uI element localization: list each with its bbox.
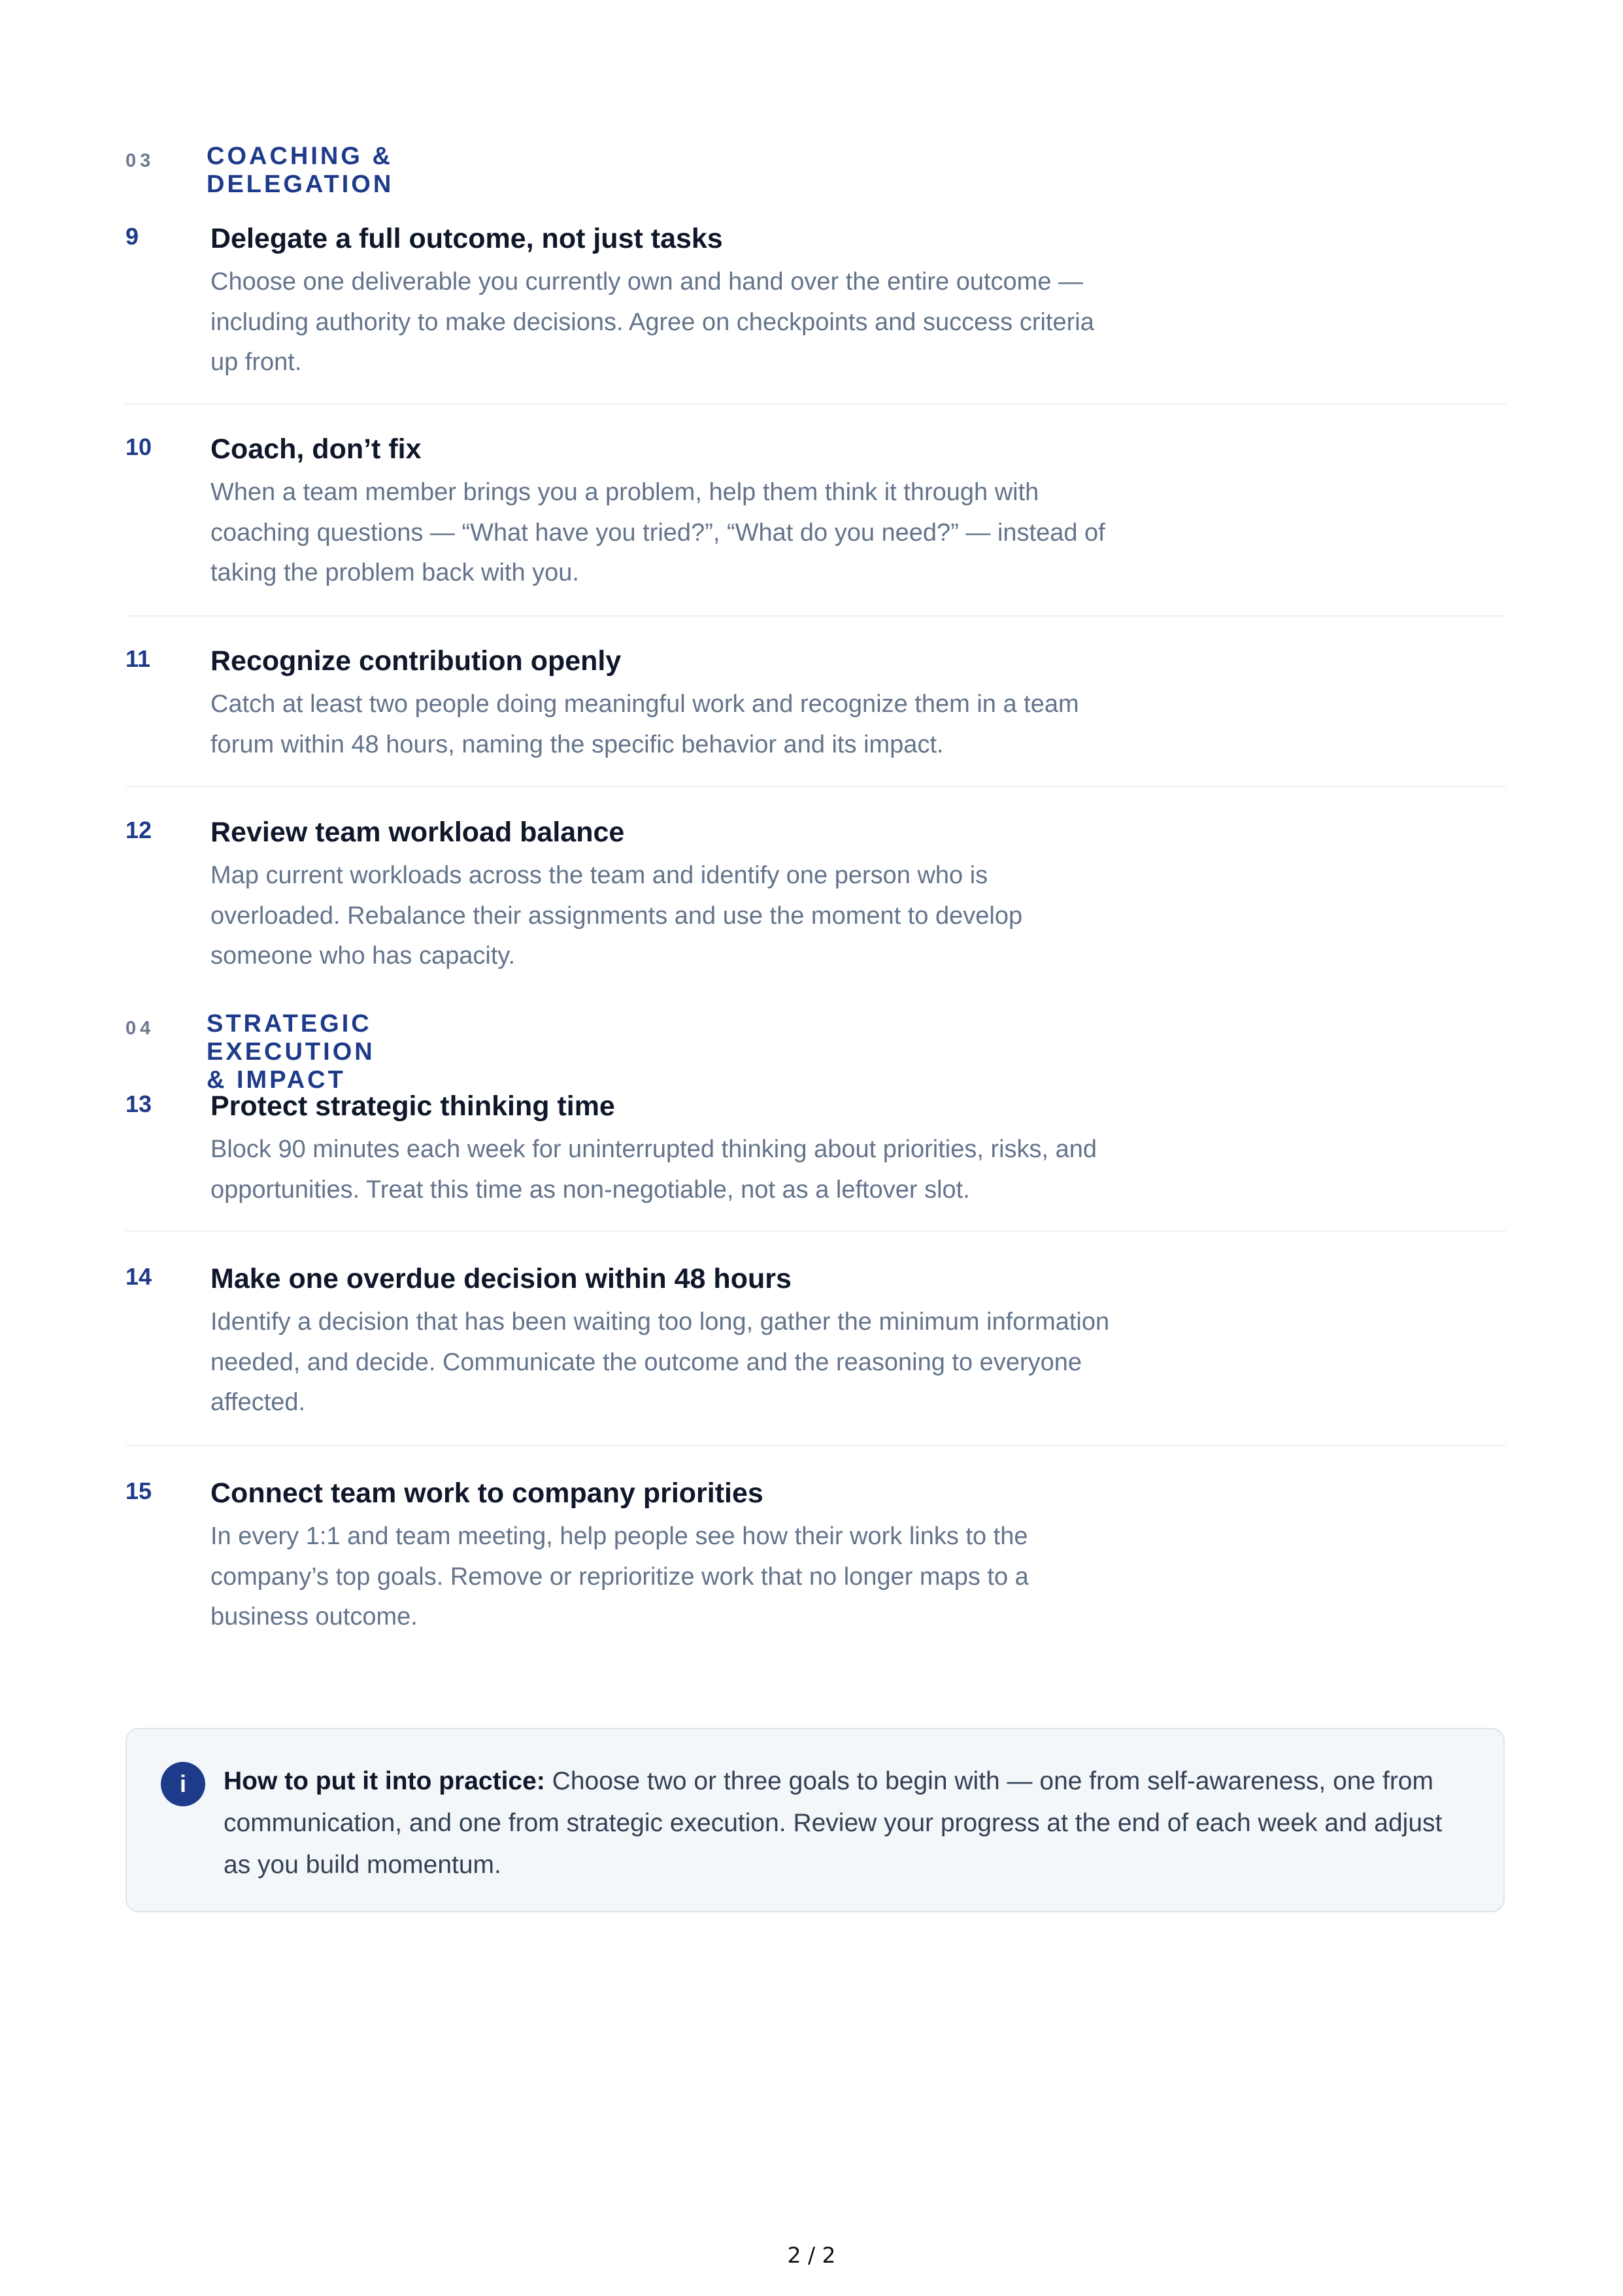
item-description xyxy=(210,684,1178,765)
section-number: 03 xyxy=(125,150,155,171)
description-line: needed, and decide. Communicate the outcome and the reasoning to everyone xyxy=(210,1348,1082,1376)
description-line: overloaded. Rebalance their assignments and use the moment to develop xyxy=(210,902,1023,930)
description-line: Identify a decision that has been waiting too long, gather the minimum information xyxy=(210,1308,1110,1336)
item-number: 11 xyxy=(125,645,151,672)
description-line: Catch at least two people doing meaningful work and recognize them in a team xyxy=(210,690,1079,718)
list-item xyxy=(125,223,1506,405)
item-description xyxy=(210,1302,1178,1423)
item-number: 15 xyxy=(125,1477,152,1504)
description-line: company’s top goals. Remove or reprioritize work that no longer maps to a xyxy=(210,1562,1029,1591)
description-line: someone who has capacity. xyxy=(210,942,516,970)
info-icon: i xyxy=(161,1762,205,1806)
description-line: including authority to make decisions. Agree on checkpoints and success criteria xyxy=(210,308,1094,336)
callout-line: as you build momentum. xyxy=(224,1851,501,1879)
item-description xyxy=(210,473,1178,594)
description-line: Map current workloads across the team and identify one person who is xyxy=(210,862,988,889)
description-line: Choose one deliverable you currently own and hand over the entire outcome — xyxy=(210,268,1084,295)
description-line: forum within 48 hours, naming the specific behavior and its impact. xyxy=(210,730,944,758)
list-item xyxy=(125,1090,1506,1232)
section-title: STRATEGIC EXECUTION & IMPACT xyxy=(207,1010,375,1094)
item-title: Coach, don’t fix xyxy=(210,433,422,465)
description-line: opportunities. Treat this time as non-negotiable, not as a leftover slot. xyxy=(210,1175,970,1204)
section-title: COACHING & DELEGATION xyxy=(207,143,394,198)
item-number: 10 xyxy=(125,433,152,460)
list-item xyxy=(125,817,1506,973)
description-line: In every 1:1 and team meeting, help people see how their work links to the xyxy=(210,1523,1028,1550)
item-description xyxy=(210,856,1178,977)
item-title: Make one overdue decision within 48 hours xyxy=(210,1263,792,1294)
page-number: 2 / 2 xyxy=(787,2242,836,2268)
callout-lead: How to put it into practice: xyxy=(224,1767,545,1795)
callout-line: communication, and one from strategic execution. Review your progress at the end of each week and adjust xyxy=(224,1809,1443,1837)
item-number: 14 xyxy=(125,1263,152,1290)
item-number: 13 xyxy=(125,1090,152,1117)
description-line: Block 90 minutes each week for uninterrupted thinking about priorities, risks, and xyxy=(210,1136,1097,1163)
item-title: Review team workload balance xyxy=(210,817,625,848)
description-line: affected. xyxy=(210,1389,306,1416)
description-line: taking the problem back with you. xyxy=(210,559,579,586)
callout-line xyxy=(224,1761,1479,1802)
item-description xyxy=(210,1130,1178,1210)
list-item xyxy=(125,645,1506,787)
practice-callout xyxy=(125,1728,1505,1912)
item-title: Protect strategic thinking time xyxy=(210,1090,615,1122)
item-description xyxy=(210,1517,1178,1638)
section-number: 04 xyxy=(125,1018,155,1039)
callout-text xyxy=(224,1761,1479,1886)
item-title: Connect team work to company priorities xyxy=(210,1477,763,1509)
list-item xyxy=(125,1263,1506,1446)
list-item xyxy=(125,1477,1506,1634)
item-description xyxy=(210,262,1178,383)
description-line: coaching questions — “What have you tried?”, “What do you need?” — instead of xyxy=(210,518,1105,547)
callout-line-text: Choose two or three goals to begin with — one from self-awareness, one from xyxy=(544,1767,1433,1795)
item-number: 12 xyxy=(125,817,152,843)
list-item xyxy=(125,433,1506,616)
item-number: 9 xyxy=(125,223,139,250)
description-line: When a team member brings you a problem, help them think it through with xyxy=(210,479,1039,506)
description-line: business outcome. xyxy=(210,1603,418,1630)
item-title: Recognize contribution openly xyxy=(210,645,622,677)
description-line: up front. xyxy=(210,348,302,376)
item-title: Delegate a full outcome, not just tasks xyxy=(210,223,723,254)
